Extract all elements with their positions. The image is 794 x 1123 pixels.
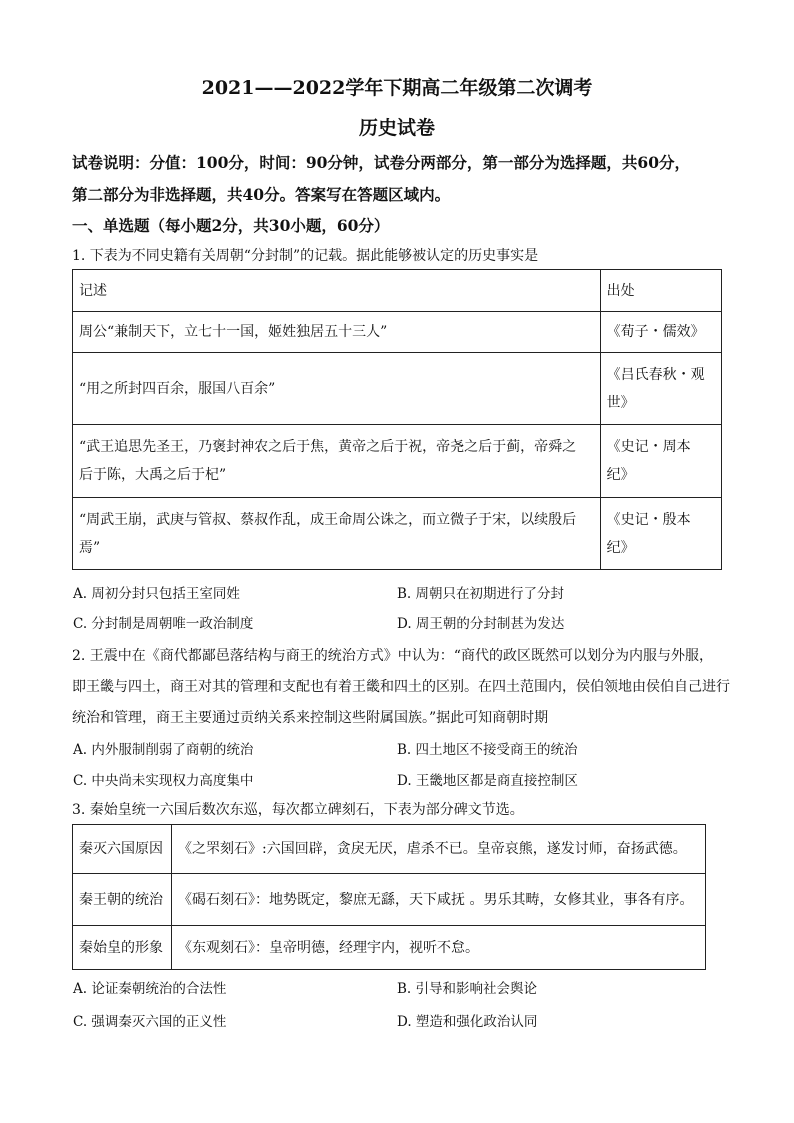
question-2-option-a[interactable]: A. 内外服制削弱了商朝的统治: [73, 742, 254, 758]
source-cell: [600, 353, 721, 425]
record-cell: “用之所封四百余，服国八百余”: [73, 353, 601, 425]
question-3-stem: 3. 秦始皇统一六国后数次东巡，每次都立碑刻石，下表为部分碑文节选。: [72, 802, 524, 818]
inscription-cell: 《之罘刻石》:六国回辟，贪戾无厌，虐杀不已。皇帝哀熊，遂发讨师，奋扬武德。: [172, 825, 706, 874]
source-line: 《史记・周本: [606, 439, 691, 455]
question-1-stem: 1. 下表为不同史籍有关周朝“分封制”的记载。据此能够被认定的历史事实是: [72, 248, 539, 264]
source-line: 纪》: [606, 539, 635, 556]
table-row: [73, 425, 722, 498]
exam-subject-title: 历史试卷: [358, 117, 435, 139]
instructions-line-2: 第二部分为非选择题，共40分。答案写在答题区域内。: [72, 185, 451, 204]
record-line: 后于陈，大禹之后于杞”: [79, 467, 227, 483]
record-line: “武王追思先圣王，乃褒封神农之后于焦，黄帝之后于祝，帝尧之后于蓟，帝舜之: [79, 439, 577, 455]
question-2-line-1: 2. 王震中在《商代都鄙邑落结构与商王的统治方式》中认为：“商代的政区既然可以划分为内服与外服，: [72, 648, 713, 664]
question-1-table: [72, 269, 722, 570]
header-cell-source: 出处: [600, 270, 721, 312]
question-1-option-c[interactable]: C. 分封制是周朝唯一政治制度: [73, 616, 254, 632]
source-cell: [600, 498, 721, 570]
table-row: [73, 825, 706, 874]
row-label-cell: 秦灭六国原因: [73, 825, 172, 874]
source-line: 《史记・殷本: [606, 511, 691, 528]
question-2-line-2: 即王畿与四土，商王对其的管理和支配也有着王畿和四土的区别。在四土范围内，侯伯领地由侯伯自己进行: [72, 679, 730, 695]
table-row: [73, 874, 706, 926]
inscription-cell: 《碣石刻石》：地势既定，黎庶无繇，天下咸抚 。男乐其畴，女修其业，事各有序。: [172, 874, 706, 926]
source-line: 《吕氏春秋・观: [606, 366, 705, 383]
table-row: [73, 312, 722, 353]
section-heading: 一、单选题（每小题2分，共30小题，60分）: [72, 216, 390, 235]
source-cell: [600, 425, 721, 498]
table-row: [73, 498, 722, 570]
table-header-row: [73, 270, 722, 312]
question-2-option-c[interactable]: C. 中央尚未实现权力高度集中: [73, 773, 254, 789]
header-cell-record: 记述: [73, 270, 601, 312]
question-2-option-b[interactable]: B. 四土地区不接受商王的统治: [397, 742, 578, 758]
question-1-option-d[interactable]: D. 周王朝的分封制甚为发达: [397, 616, 565, 632]
record-cell: [73, 425, 601, 498]
row-label-cell: 秦王朝的统治: [73, 874, 172, 926]
table-row: [73, 926, 706, 970]
question-1-option-a[interactable]: A. 周初分封只包括王室同姓: [73, 586, 240, 602]
question-3-option-b[interactable]: B. 引导和影响社会舆论: [397, 981, 538, 997]
question-3-option-d[interactable]: D. 塑造和强化政治认同: [397, 1014, 538, 1030]
row-label-cell: 秦始皇的形象: [73, 926, 172, 970]
record-line: “周武王崩，武庚与管叔、蔡叔作乱，成王命周公诛之，而立微子于宋，以续殷后: [79, 511, 577, 528]
record-cell: [73, 498, 601, 570]
source-line: 世》: [606, 394, 635, 411]
question-2-line-3: 统治和管理，商王主要通过贡纳关系来控制这些附属国族。”据此可知商朝时期: [72, 710, 549, 726]
inscription-cell: 《东观刻石》：皇帝明德，经理宇内，视听不怠。: [172, 926, 706, 970]
table-row: [73, 353, 722, 425]
source-cell: 《荀子・儒效》: [600, 312, 721, 353]
question-3-table: [72, 824, 706, 970]
exam-title: 2021——2022学年下期高二年级第二次调考: [201, 77, 593, 99]
question-2-option-d[interactable]: D. 王畿地区都是商直接控制区: [397, 773, 578, 789]
record-line: 焉”: [79, 539, 101, 556]
instructions-line-1: 试卷说明：分值：100分，时间：90分钟，试卷分两部分，第一部分为选择题，共60分，: [72, 153, 690, 172]
question-3-option-c[interactable]: C. 强调秦灭六国的正义性: [73, 1014, 227, 1030]
record-cell: 周公“兼制天下，立七十一国，姬姓独居五十三人”: [73, 312, 601, 353]
question-3-option-a[interactable]: A. 论证秦朝统治的合法性: [73, 981, 227, 997]
source-line: 纪》: [606, 467, 635, 483]
question-1-option-b[interactable]: B. 周朝只在初期进行了分封: [397, 586, 565, 602]
